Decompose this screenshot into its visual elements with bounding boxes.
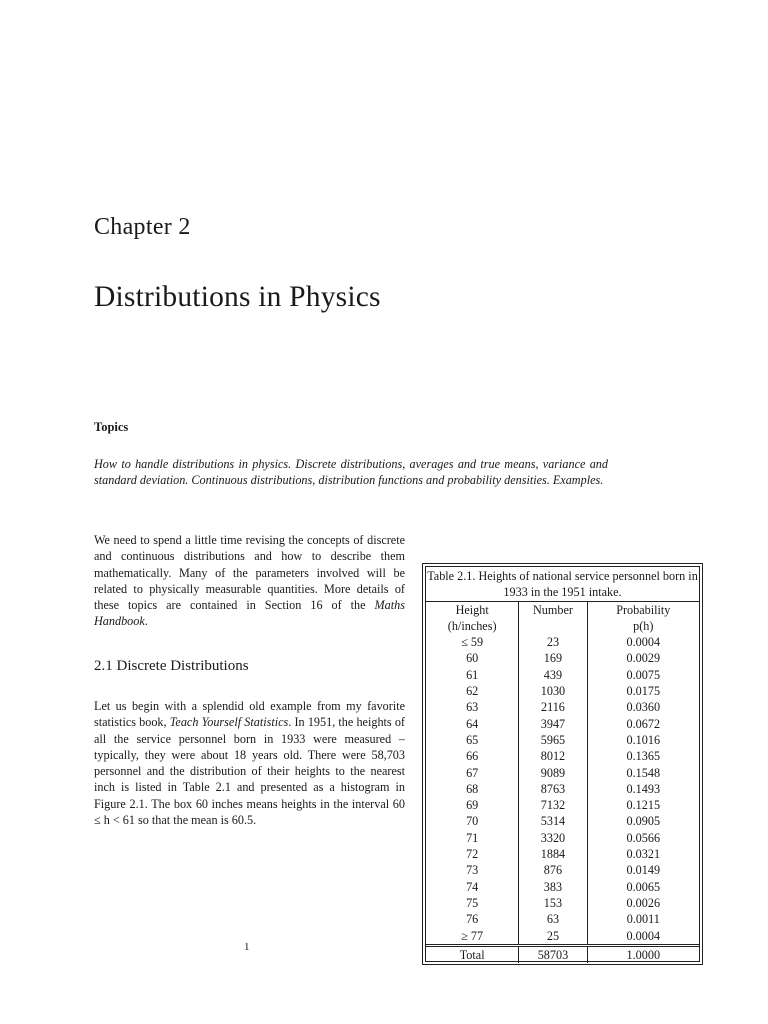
- cell-probability: 0.0011: [626, 912, 660, 927]
- table-row: [426, 830, 699, 846]
- cell-height: 66: [466, 749, 479, 764]
- header-height: Height: [455, 602, 489, 617]
- total-label: Total: [426, 945, 519, 963]
- cell-number: 7132: [519, 797, 587, 813]
- cell-number: 9089: [519, 765, 587, 781]
- cell-probability: 0.0004: [626, 635, 661, 650]
- cell-number: 1030: [519, 683, 587, 699]
- intro-text-end: .: [144, 614, 148, 629]
- table-row: [426, 928, 699, 946]
- table-row: [426, 813, 699, 829]
- cell-number: 8012: [519, 748, 587, 764]
- chapter-title: Distributions in Physics: [94, 281, 381, 313]
- table-row: [426, 765, 699, 781]
- table-row: [426, 781, 699, 797]
- cell-probability: 0.0672: [626, 716, 661, 731]
- intro-text: We need to spend a little time revising the concepts of discrete and continuous distributions and how to describe them mathematically. Many of the parameters involved will be related to physically measurable quantities. More details of these topics are contained in Section 16 of the: [94, 533, 405, 613]
- cell-height: 67: [466, 765, 479, 780]
- cell-number: 5965: [519, 732, 587, 748]
- cell-number: 63: [519, 911, 587, 927]
- cell-probability: 0.0360: [626, 700, 661, 715]
- cell-height: 69: [466, 798, 479, 813]
- cell-number: 23: [519, 634, 587, 650]
- cell-height: 75: [466, 895, 479, 910]
- cell-probability: 0.1016: [626, 732, 661, 747]
- cell-height: 65: [466, 732, 479, 747]
- total-probability: 1.0000: [587, 945, 699, 963]
- table-row: [426, 683, 699, 699]
- cell-probability: 0.0175: [626, 684, 661, 699]
- cell-number: 8763: [519, 781, 587, 797]
- cell-height: 73: [466, 863, 479, 878]
- heights-table: [422, 563, 703, 965]
- section-heading: 2.1 Discrete Distributions: [94, 658, 249, 674]
- cell-number: 2116: [519, 699, 587, 715]
- cell-number: 169: [519, 650, 587, 666]
- cell-number: 3947: [519, 716, 587, 732]
- table-row: [426, 862, 699, 878]
- cell-height: 62: [466, 684, 479, 699]
- table-row: [426, 748, 699, 764]
- cell-probability: 0.0029: [626, 651, 661, 666]
- chapter-label: Chapter 2: [94, 214, 191, 240]
- table-caption: Table 2.1. Heights of national service personnel born in 1933 in the 1951 intake.: [427, 569, 698, 600]
- cell-probability: 0.1493: [626, 781, 661, 796]
- header-number: Number: [519, 601, 587, 618]
- total-number: 58703: [519, 945, 587, 963]
- cell-height: 60: [466, 651, 479, 666]
- section-paragraph: [94, 698, 405, 828]
- cell-height: 68: [466, 781, 479, 796]
- cell-number: 876: [519, 862, 587, 878]
- cell-probability: 0.0075: [626, 667, 661, 682]
- cell-height: 71: [466, 830, 479, 845]
- cell-height: ≥ 77: [461, 928, 484, 943]
- section-text-end: . In 1951, the heights of all the service personnel born in 1933 were measured – typically, they were about 18 years old. There were 58,703 personnel and the distribution of their heights to the nearest inch is listed in Table 2.1 and presented as a histogram in Figure 2.1. The box 60 inches means heights in the interval 60 ≤ h < 61 so that the mean is 60.5.: [94, 715, 405, 828]
- section-book-title: Teach Yourself Statistics: [169, 715, 289, 730]
- section-text: Let us begin with a splendid old example from my favorite statistics book,: [94, 699, 405, 730]
- table-row: [426, 634, 699, 650]
- cell-height: 64: [466, 716, 479, 731]
- cell-number: 5314: [519, 813, 587, 829]
- cell-height: 61: [466, 667, 479, 682]
- cell-probability: 0.1365: [626, 749, 661, 764]
- cell-number: 439: [519, 667, 587, 683]
- topics-heading: Topics: [94, 420, 129, 434]
- table-row: [426, 699, 699, 715]
- cell-height: 74: [466, 879, 479, 894]
- cell-height: 76: [466, 912, 479, 927]
- cell-number: 3320: [519, 830, 587, 846]
- table-row: [426, 716, 699, 732]
- cell-height: 72: [466, 847, 479, 862]
- header-number-unit: [519, 618, 587, 634]
- intro-paragraph: [94, 532, 405, 630]
- cell-height: 70: [466, 814, 479, 829]
- cell-probability: 0.0905: [626, 814, 661, 829]
- table-row: [426, 846, 699, 862]
- cell-probability: 0.0004: [626, 928, 661, 943]
- cell-probability: 0.1215: [626, 798, 661, 813]
- cell-probability: 0.0321: [626, 847, 661, 862]
- header-probability-unit: p(h): [633, 618, 654, 633]
- cell-number: 383: [519, 879, 587, 895]
- cell-probability: 0.0026: [626, 895, 661, 910]
- cell-height: ≤ 59: [461, 635, 484, 650]
- table-row: [426, 650, 699, 666]
- table-body: [426, 634, 699, 945]
- table-row: [426, 732, 699, 748]
- cell-number: 153: [519, 895, 587, 911]
- header-height-unit: (h/inches): [447, 618, 497, 633]
- cell-height: 63: [466, 700, 479, 715]
- cell-number: 1884: [519, 846, 587, 862]
- cell-number: 25: [519, 928, 587, 946]
- cell-probability: 0.1548: [626, 765, 661, 780]
- table-total-row: [426, 945, 699, 963]
- heights-data-table: [426, 567, 699, 963]
- topics-text: How to handle distributions in physics. Discrete distributions, averages and true means, variance and standard deviation. Continuous distributions, distribution functions and probability densities. Examples.: [94, 457, 608, 488]
- table-row: [426, 667, 699, 683]
- intro-book-title: Maths Handbook: [94, 598, 405, 629]
- cell-probability: 0.0149: [626, 863, 661, 878]
- header-probability: Probability: [616, 602, 671, 617]
- cell-probability: 0.0065: [626, 879, 661, 894]
- table-row: [426, 797, 699, 813]
- table-row: [426, 879, 699, 895]
- page-number: 1: [244, 941, 250, 953]
- cell-probability: 0.0566: [626, 830, 661, 845]
- table-row: [426, 895, 699, 911]
- table-row: [426, 911, 699, 927]
